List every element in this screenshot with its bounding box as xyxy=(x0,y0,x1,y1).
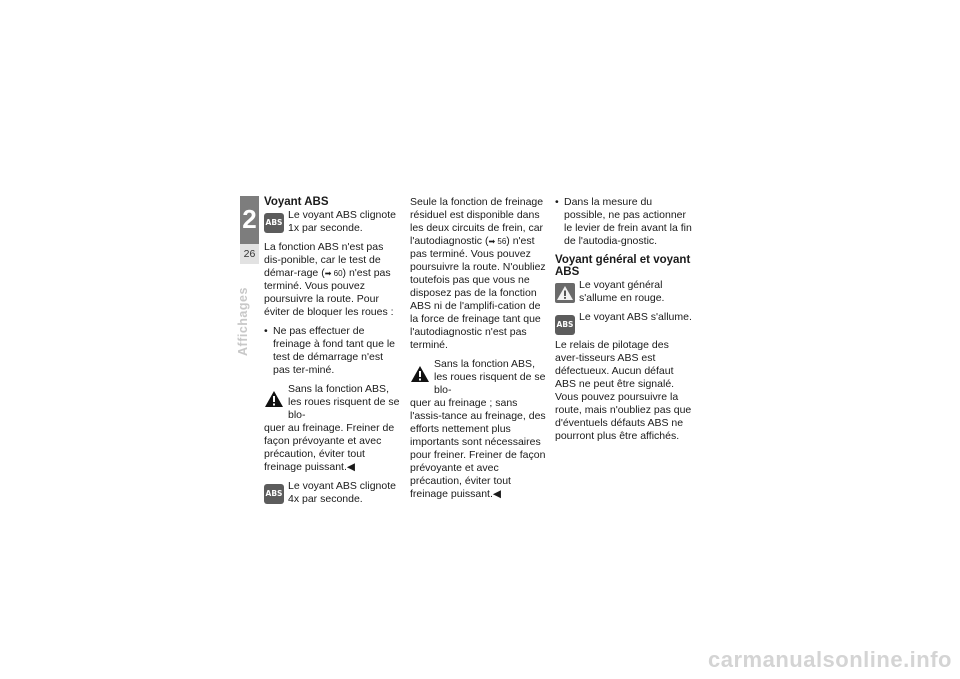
warning-2-lead: Sans la fonction ABS, les roues risquent de se blo- xyxy=(434,358,546,396)
abs-unavailable-text: La fonction ABS n'est pas dis-ponible, car le test de démar-rage (➡ 60) n'est pas terminé. Vous pouvez poursuivre la route. Pour éviter de bloquer les roues : xyxy=(264,241,394,318)
column-2 xyxy=(410,196,550,507)
column-1 xyxy=(264,196,402,512)
abs-warning-icon: ABS xyxy=(555,315,575,335)
general-warning-line xyxy=(555,279,695,305)
warning-triangle-icon xyxy=(410,364,430,384)
page-number: 26 xyxy=(240,244,259,264)
heading-general-and-abs: Voyant général et voyant ABS xyxy=(555,254,691,278)
residual-braking-text: Seule la fonction de freinage résiduel est disponible dans les deux circuits de frein, car l'autodiagnostic (➡ 56) n'est pas terminé. Vous pouvez poursuivre la route. N'oubliez toutefois pas que vous ne disposez pas de la fonction ABS ni de l'amplifi-cation de la force de freinage tant que l'autodiagnostic n'est pas terminé. xyxy=(410,196,546,351)
bullet-no-full-braking: • Ne pas effectuer de freinage à fond tant que le test de démarrage n'est pas ter-miné. xyxy=(264,325,402,377)
warning-1-rest: quer au freinage. Freiner de façon prévoyante et avec précaution, éviter tout freinage puissant.◀ xyxy=(264,422,395,473)
warning-2-rest: quer au freinage ; sans l'assis-tance au freinage, des efforts nettement plus importants sont nécessaires pour freiner. Freiner de façon prévoyante et avec précaution, éviter tout freinage puissant.◀ xyxy=(410,397,546,500)
warning-block-2 xyxy=(410,358,550,501)
general-warning-icon xyxy=(555,283,575,303)
bullet-no-front-brake: • Dans la mesure du possible, ne pas actionner le levier de frein avant la fin de l'autodia-gnostic. xyxy=(555,196,695,248)
page-ref-60: ➡ 60 xyxy=(324,269,343,278)
section-title-vertical xyxy=(232,268,252,358)
general-warning-text: Le voyant général s'allume en rouge. xyxy=(579,279,665,304)
column-3 xyxy=(555,196,695,449)
abs-blink-1x-text: Le voyant ABS clignote 1x par seconde. xyxy=(288,209,396,234)
watermark: carmanualsonline.info xyxy=(708,647,952,672)
relay-defect-text: Le relais de pilotage des aver-tisseurs ABS est défectueux. Aucun défaut ABS ne peut être signalé. Vous pouvez poursuivre la route, mais n'oubliez pas que d'éventuels défauts ABS ne pourront plus être affichés. xyxy=(555,339,692,442)
section-title: Affichages xyxy=(236,287,250,356)
abs-on-text: Le voyant ABS s'allume. xyxy=(579,311,692,323)
abs-warning-icon: ABS xyxy=(264,213,284,233)
abs-on-line xyxy=(555,311,695,333)
abs-blink-4x-text: Le voyant ABS clignote 4x par seconde. xyxy=(288,480,396,505)
warning-1-lead: Sans la fonction ABS, les roues risquent de se blo- xyxy=(288,383,400,421)
abs-blink-4x xyxy=(264,480,402,506)
chapter-number: 2 xyxy=(240,196,259,244)
abs-warning-icon: ABS xyxy=(264,484,284,504)
page-ref-56: ➡ 56 xyxy=(488,237,507,246)
warning-triangle-icon xyxy=(264,389,284,409)
warning-block-1 xyxy=(264,383,402,474)
heading-voyant-abs: Voyant ABS xyxy=(264,196,329,208)
abs-blink-1x xyxy=(264,209,402,235)
